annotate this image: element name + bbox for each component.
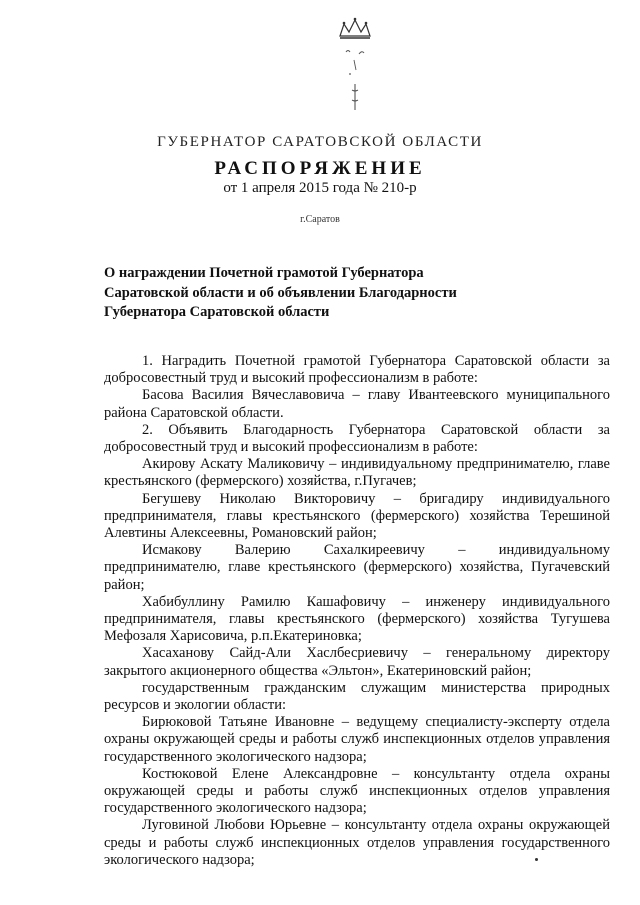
document-title xyxy=(104,264,524,323)
paragraph: Хабибуллину Рамилю Кашафовичу – инженеру индивидуального предпринимателя, главы крестьянского (фермерского) хозяйства Тугушева Мефозаля Харисовича, р.п.Екатериновка; xyxy=(104,593,610,645)
scan-speck xyxy=(535,858,538,861)
paragraph: Костюковой Елене Александровне – консультанту отдела охраны окружающей среды и работы служб инспекционных отделов управления государственного экологического надзора; xyxy=(104,765,610,817)
document-body xyxy=(104,353,610,869)
paragraph: 1. Наградить Почетной грамотой Губернатора Саратовской области за добросовестный труд и высокий профессионализм в работе: xyxy=(104,353,610,387)
paragraph: Акирову Аскату Маликовичу – индивидуальному предпринимателю, главе крестьянского (фермерского) хозяйства, г.Пугачев; xyxy=(104,456,610,490)
paragraph: Луговиной Любови Юрьевне – консультанту отдела охраны окружающей среды и работы служб инспекционных отделов управления государственного экологического надзора; xyxy=(104,817,610,868)
document-city: г.Саратов xyxy=(300,214,340,225)
document-date-number: от 1 апреля 2015 года № 210-р xyxy=(223,180,417,196)
paragraph: 2. Объявить Благодарность Губернатора Саратовской области за добросовестный труд и высокий профессионализм в работе: xyxy=(104,421,610,456)
title-line: Губернатора Саратовской области xyxy=(104,304,330,320)
paragraph: государственным гражданским служащим министерства природных ресурсов и экологии области: xyxy=(104,679,610,714)
paragraph: Басова Василия Вячеславовича – главу Ивантеевского муниципального района Саратовской области. xyxy=(104,387,610,421)
title-line: Саратовской области и об объявлении Благодарности xyxy=(104,284,457,301)
document-type: РАСПОРЯЖЕНИЕ xyxy=(214,158,426,179)
issuing-authority: ГУБЕРНАТОР САРАТОВСКОЙ ОБЛАСТИ xyxy=(157,134,483,150)
paragraph: Бегушеву Николаю Викторовичу – бригадиру индивидуального предпринимателя, главы крестьянского (фермерского) хозяйства Терешиной Алевтины Алексеевны, Романовский район; xyxy=(104,490,610,542)
paragraph: Бирюковой Татьяне Ивановне – ведущему специалисту-эксперту отдела охраны окружающей среды и работы служб инспекционных отделов управления государственного экологического надзора; xyxy=(104,714,610,765)
paragraph: Хасаханову Сайд-Али Хаслбесриевичу – генеральному директору закрытого акционерного общества «Эльтон», Екатериновский район; xyxy=(104,645,610,679)
coat-of-arms-icon xyxy=(332,14,378,114)
title-line: О награждении Почетной грамотой Губернатора xyxy=(104,265,424,281)
paragraph: Исмакову Валерию Сахалкиреевичу – индивидуальному предпринимателю, главе крестьянского (фермерского) хозяйства, Пугачевский район; xyxy=(104,542,610,593)
